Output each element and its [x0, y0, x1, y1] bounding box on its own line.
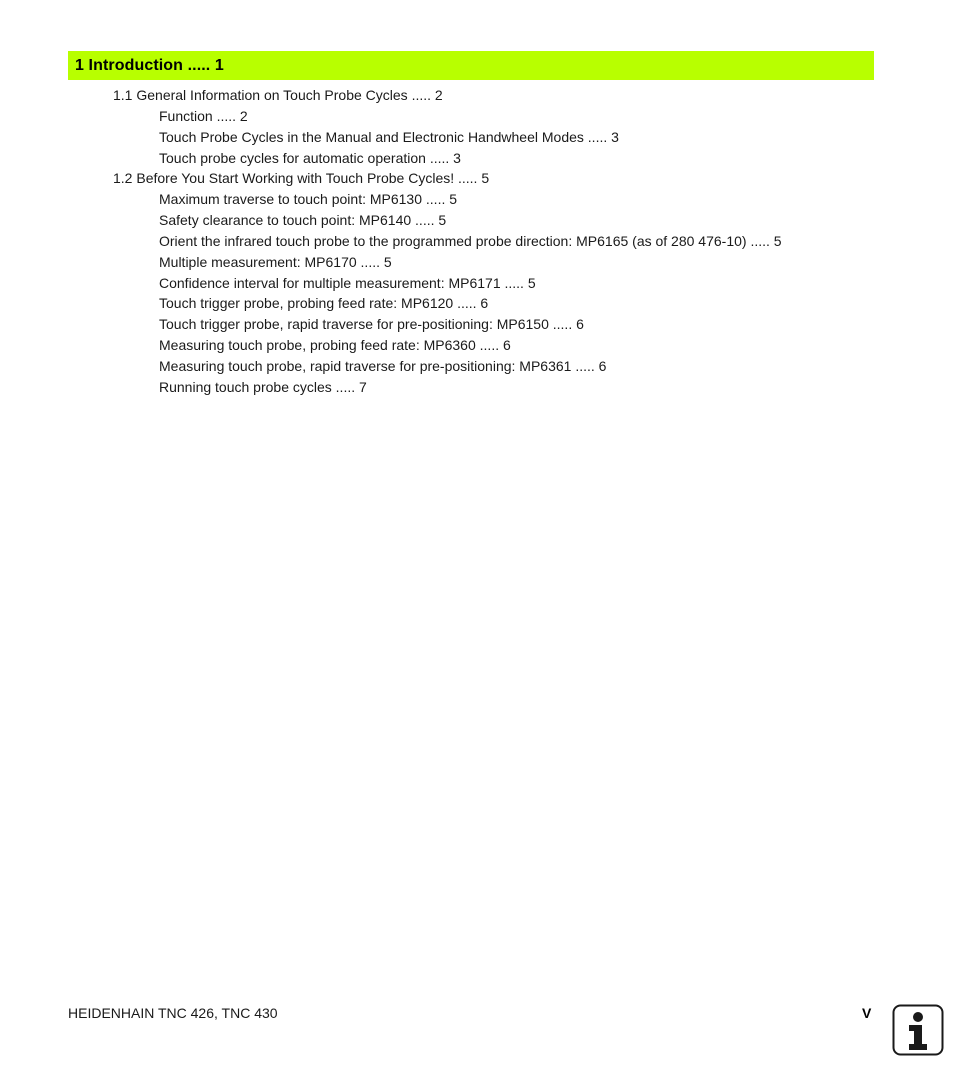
toc-entry-mp6140[interactable]: Safety clearance to touch point: MP6140 ..... 5: [159, 212, 447, 229]
toc-entry-mp6361[interactable]: Measuring touch probe, rapid traverse for pre-positioning: MP6361 ..... 6: [159, 357, 607, 374]
toc-entry-mp6130[interactable]: Maximum traverse to touch point: MP6130 ..... 5: [159, 191, 458, 208]
toc-entry-function[interactable]: Function ..... 2: [159, 107, 248, 124]
toc-entry-running-cycles[interactable]: Running touch probe cycles ..... 7: [159, 378, 367, 395]
chapter-title[interactable]: 1 Introduction ..... 1: [75, 56, 224, 74]
info-icon: [892, 1004, 944, 1056]
toc-entry-mp6120[interactable]: Touch trigger probe, probing feed rate: MP6120 ..... 6: [159, 295, 489, 312]
toc-entry-mp6170[interactable]: Multiple measurement: MP6170 ..... 5: [159, 253, 392, 270]
toc-section-1-2[interactable]: 1.2 Before You Start Working with Touch Probe Cycles! ..... 5: [113, 170, 490, 187]
footer-product-name: HEIDENHAIN TNC 426, TNC 430: [68, 1005, 278, 1021]
toc-entry-mp6165[interactable]: Orient the infrared touch probe to the programmed probe direction: MP6165 (as of 280 476-10) ..... 5: [159, 232, 782, 249]
page-number: V: [862, 1005, 872, 1021]
toc-entry-mp6360[interactable]: Measuring touch probe, probing feed rate: MP6360 ..... 6: [159, 337, 511, 354]
toc-section-1-1[interactable]: 1.1 General Information on Touch Probe Cycles ..... 2: [113, 87, 443, 103]
toc-entry-manual-handwheel-modes[interactable]: Touch Probe Cycles in the Manual and Electronic Handwheel Modes ..... 3: [159, 128, 619, 145]
toc-entry-automatic-operation[interactable]: Touch probe cycles for automatic operation ..... 3: [159, 149, 461, 166]
table-of-contents: [0, 85, 954, 398]
toc-entry-mp6150[interactable]: Touch trigger probe, rapid traverse for pre-positioning: MP6150 ..... 6: [159, 316, 584, 333]
toc-entry-mp6171[interactable]: Confidence interval for multiple measurement: MP6171 ..... 5: [159, 274, 536, 291]
chapter-heading-bar: [68, 51, 874, 80]
